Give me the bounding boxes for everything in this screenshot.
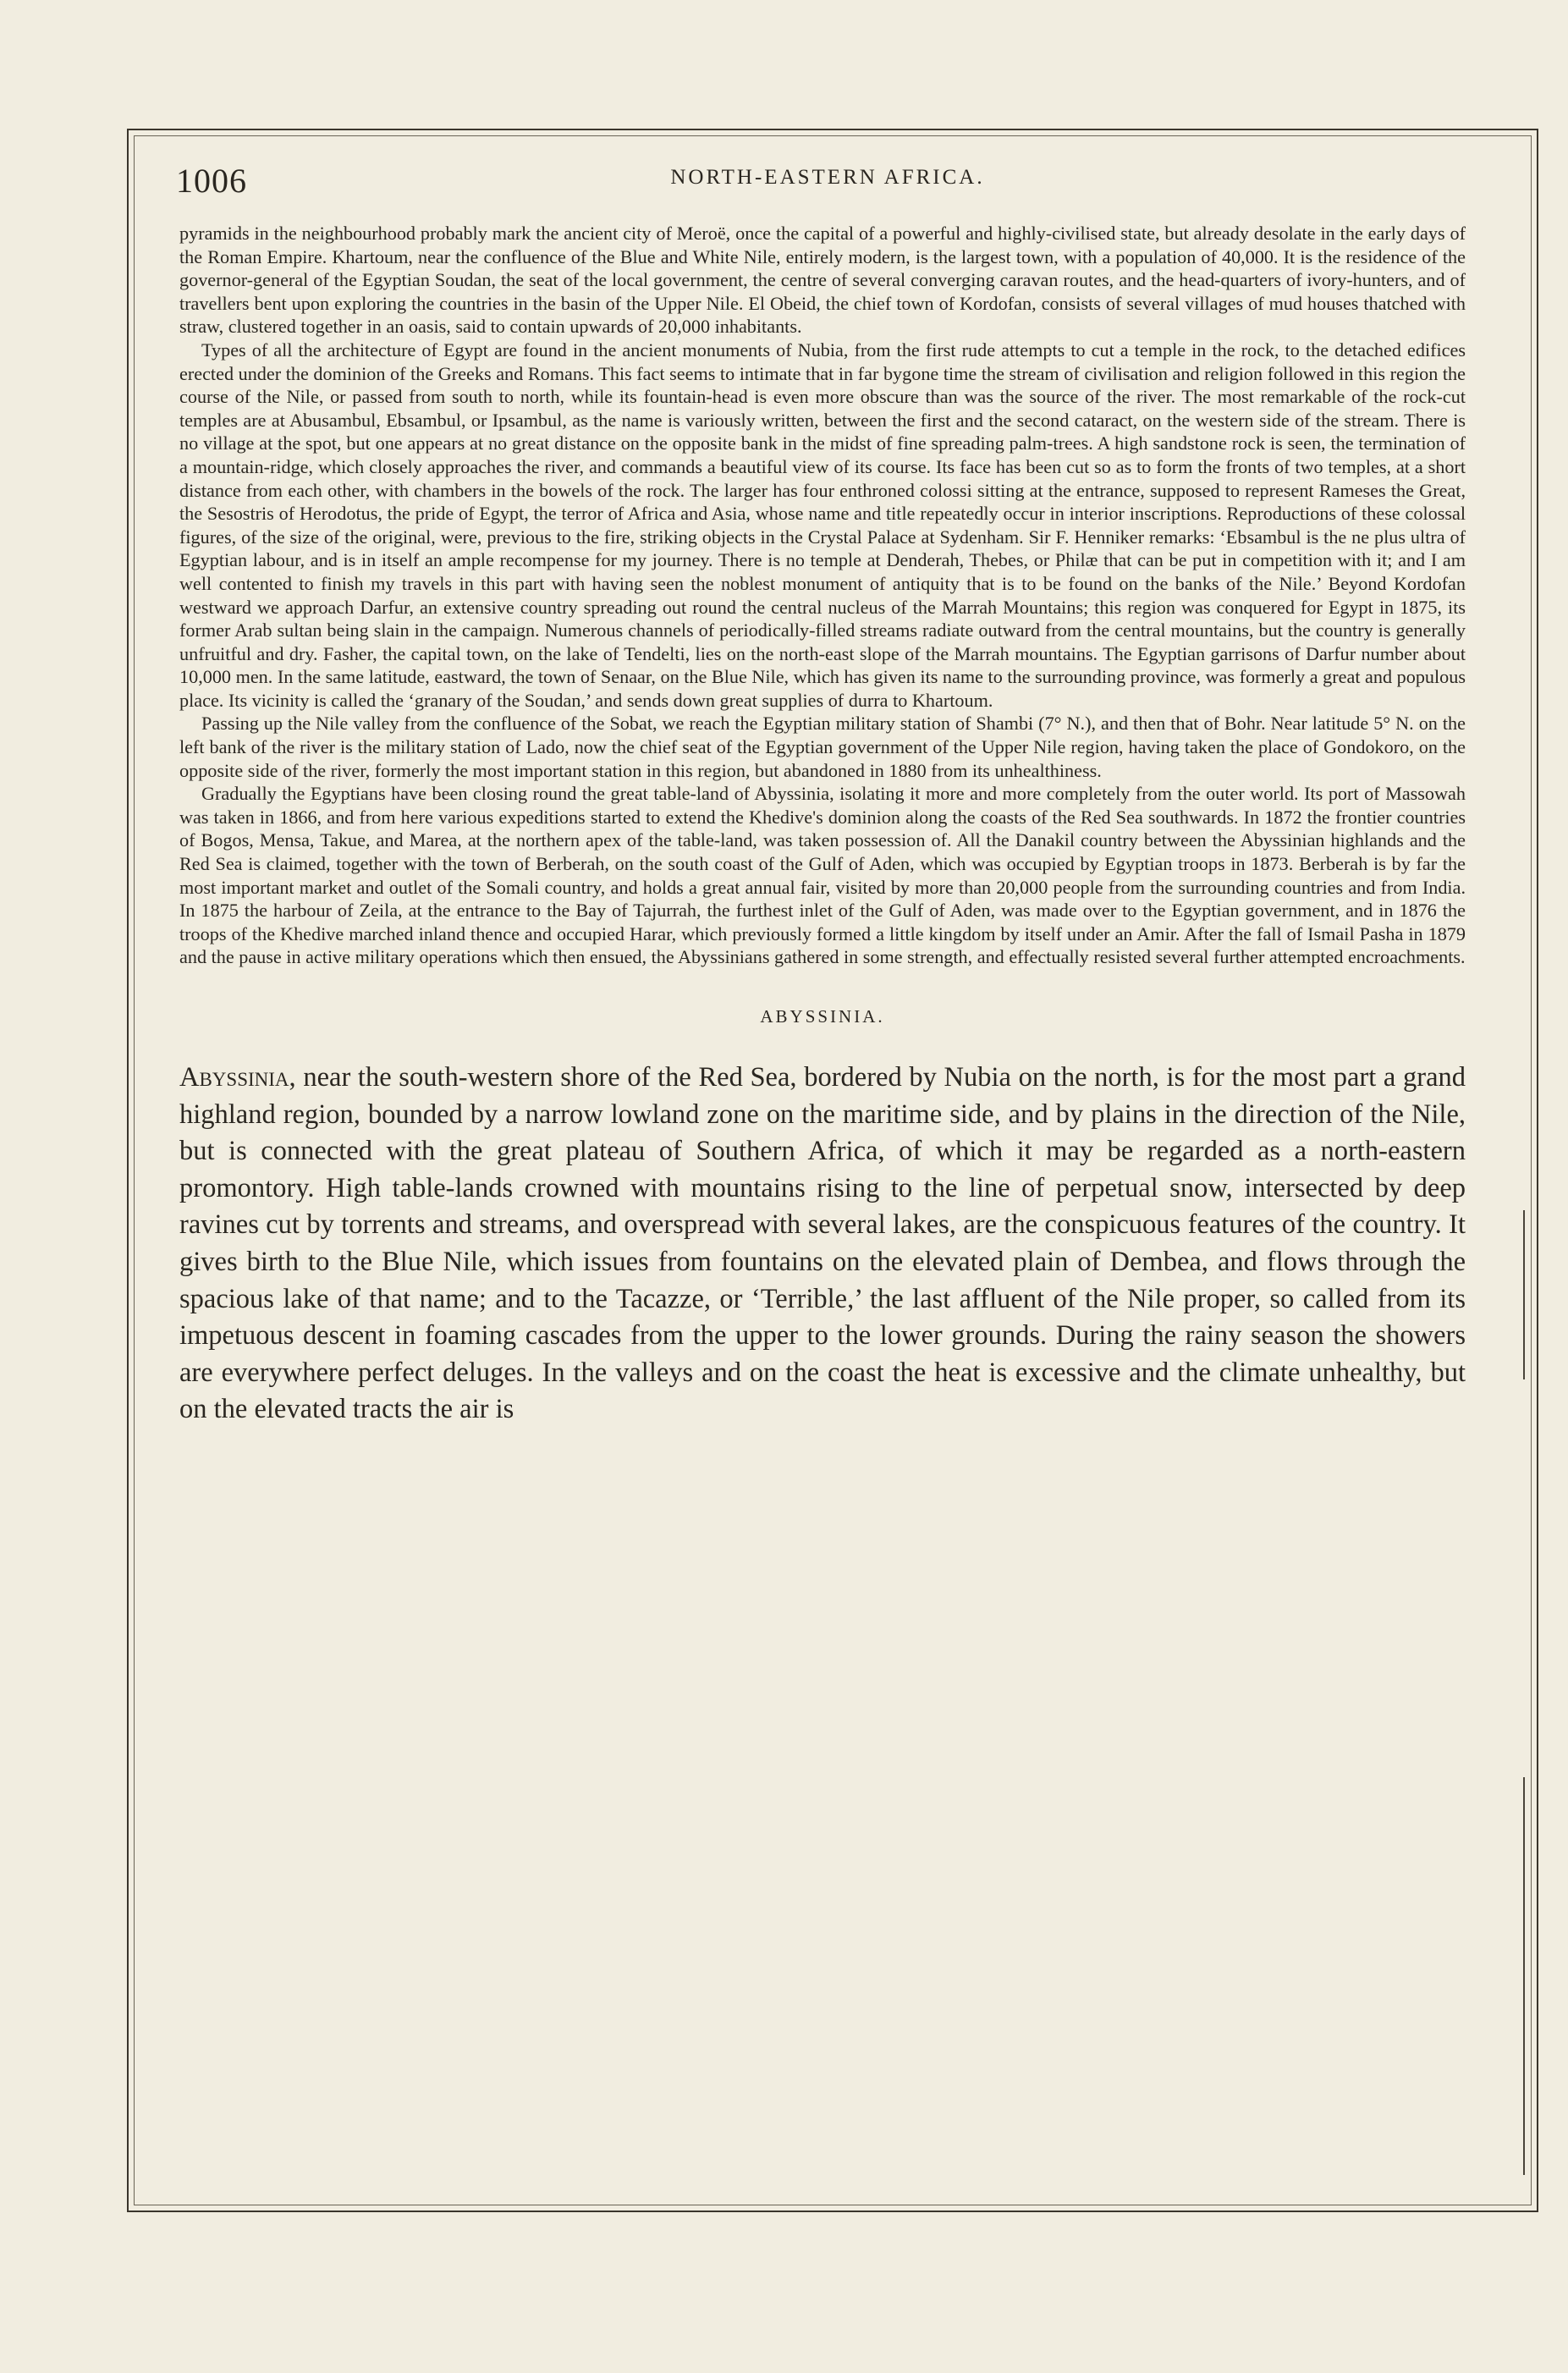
page-body bbox=[179, 222, 1466, 1429]
paragraph-nubia-temples: Types of all the architecture of Egypt are found in the ancient monuments of Nubia, from the first rude attempts to cut a temple in the rock, to the detached edifices erected under the dominion of the Greeks and Romans. This fact seems to intimate that in far bygone time the stream of civilisation and religion followed in this region the course of the Nile, or passed from south to north, while its fountain-head is even more obscure than was the source of the river. The most remarkable of the rock-cut temples are at Abusambul, Ebsambul, or Ipsambul, as the name is variously written, between the first and the second cataract, on the western side of the stream. There is no village at the spot, but one appears at no great distance on the opposite bank in the midst of fine spreading palm-trees. A high sandstone rock is seen, the termination of a mountain-ridge, which closely approaches the river, and commands a beautiful view of its course. Its face has been cut so as to form the fronts of two temples, at a short distance from each other, with chambers in the bowels of the rock. The larger has four enthroned colossi sitting at the entrance, supposed to represent Rameses the Great, the Sesostris of Herodotus, the pride of Egypt, the terror of Africa and Asia, whose name and title repeatedly occur in interior inscriptions. Reproductions of these colossal figures, of the size of the original, were, previous to the fire, striking objects in the Crystal Palace at Sydenham. Sir F. Henniker remarks: ‘Ebsambul is the ne plus ultra of Egyptian labour, and is in itself an ample recompense for my journey. There is no temple at Denderah, Thebes, or Philæ that can be put in competition with it; and I am well contented to finish my travels in this part with having seen the noblest monument of antiquity that is to be found on the banks of the Nile.’ Beyond Kordofan westward we approach Darfur, an extensive country spreading out round the central nucleus of the Marrah Mountains; this region was conquered for Egypt in 1875, its former Arab sultan being slain in the campaign. Numerous channels of periodically-filled streams radiate outward from the central mountains, but the country is generally unfruitful and dry. Fasher, the capital town, on the lake of Tendelti, lies on the north-east slope of the Marrah mountains. The Egyptian garrisons of Darfur number about 10,000 men. In the same latitude, eastward, the town of Senaar, on the Blue Nile, which has given its name to the surrounding province, was formerly a great and populous place. Its vicinity is called the ‘granary of the Soudan,’ and sends down great supplies of durra to Khartoum. bbox=[179, 339, 1466, 711]
paragraph-egyptian-expansion: Gradually the Egyptians have been closing round the great table-land of Abyssinia, isolating it more and more completely from the outer world. Its port of Massowah was taken in 1866, and from here various expeditions started to extend the Khedive's dominion along the coasts of the Red Sea southwards. In 1872 the frontier countries of Bogos, Mensa, Takue, and Marea, at the northern apex of the table-land, was taken possession of. All the Danakil country between the Abyssinian highlands and the Red Sea is claimed, together with the town of Berberah, on the south coast of the Gulf of Aden, which was occupied by Egyptian troops in 1873. Berberah is by far the most important market and outlet of the Somali country, and holds a great annual fair, visited by more than 20,000 people from the surrounding countries and from India. In 1875 the harbour of Zeila, at the entrance to the Bay of Tajurrah, the furthest inlet of the Gulf of Aden, was made over to the Egyptian government, and in 1876 the troops of the Khedive marched inland thence and occupied Harar, which previously formed a little kingdom by itself under an Amir. After the fall of Ismail Pasha in 1879 and the pause in active military operations which then ensued, the Abyssinians gathered in some strength, and effectually resisted several further attempted encroachments. bbox=[179, 783, 1466, 968]
margin-rule bbox=[1523, 1210, 1525, 1379]
paragraph-meroe-khartoum: pyramids in the neighbourhood probably mark the ancient city of Meroë, once the capital of a powerful and highly-civilised state, but already desolate in the early days of the Roman Empire. Khartoum, near the confluence of the Blue and White Nile, entirely modern, is the largest town, with a population of 40,000. It is the residence of the governor-general of the Egyptian Soudan, the seat of the local government, the centre of several converging caravan routes, and the head-quarters of ivory-hunters, and of travellers bent upon exploring the countries in the basin of the Upper Nile. El Obeid, the chief town of Kordofan, consists of several villages of mud houses thatched with straw, clustered together in an oasis, said to contain upwards of 20,000 inhabitants. bbox=[179, 223, 1466, 338]
paragraph-abyssinia bbox=[179, 1060, 1466, 1429]
paragraph-upper-nile-stations: Passing up the Nile valley from the confluence of the Sobat, we reach the Egyptian military station of Shambi (7° N.), and then that of Bohr. Near latitude 5° N. on the left bank of the river is the military station of Lado, now the chief seat of the Egyptian government of the Upper Nile region, having taken the place of Gondokoro, on the opposite side of the river, formerly the most important station in this region, but abandoned in 1880 from its unhealthiness. bbox=[179, 713, 1466, 781]
running-head: NORTH-EASTERN AFRICA. bbox=[670, 166, 985, 189]
page-number: 1006 bbox=[176, 162, 247, 200]
lead-word: Abyssinia bbox=[179, 1062, 289, 1093]
section-heading-abyssinia: ABYSSINIA. bbox=[760, 1006, 885, 1027]
paragraph-abyssinia-text: , near the south-western shore of the Red Sea, bordered by Nubia on the north, is for the most part a grand highland region, bounded by a narrow lowland zone on the maritime side, and by plains in the direction of the Nile, but is connected with the great plateau of Southern Africa, of which it may be regarded as a north-eastern promontory. High table-lands crowned with mountains rising to the line of perpetual snow, intersected by deep ravines cut by torrents and streams, and overspread with several lakes, are the conspicuous features of the country. It gives birth to the Blue Nile, which issues from fountains on the elevated plain of Dembea, and flows through the spacious lake of that name; and to the Tacazze, or ‘Terrible,’ the last affluent of the Nile proper, so called from its impetuous descent in foaming cascades from the upper to the lower grounds. During the rainy season the showers are everywhere perfect deluges. In the valleys and on the coast the heat is excessive and the climate unhealthy, but on the elevated tracts the air is bbox=[179, 1062, 1466, 1425]
margin-rule bbox=[1523, 1777, 1525, 2175]
page-header bbox=[159, 154, 1496, 201]
